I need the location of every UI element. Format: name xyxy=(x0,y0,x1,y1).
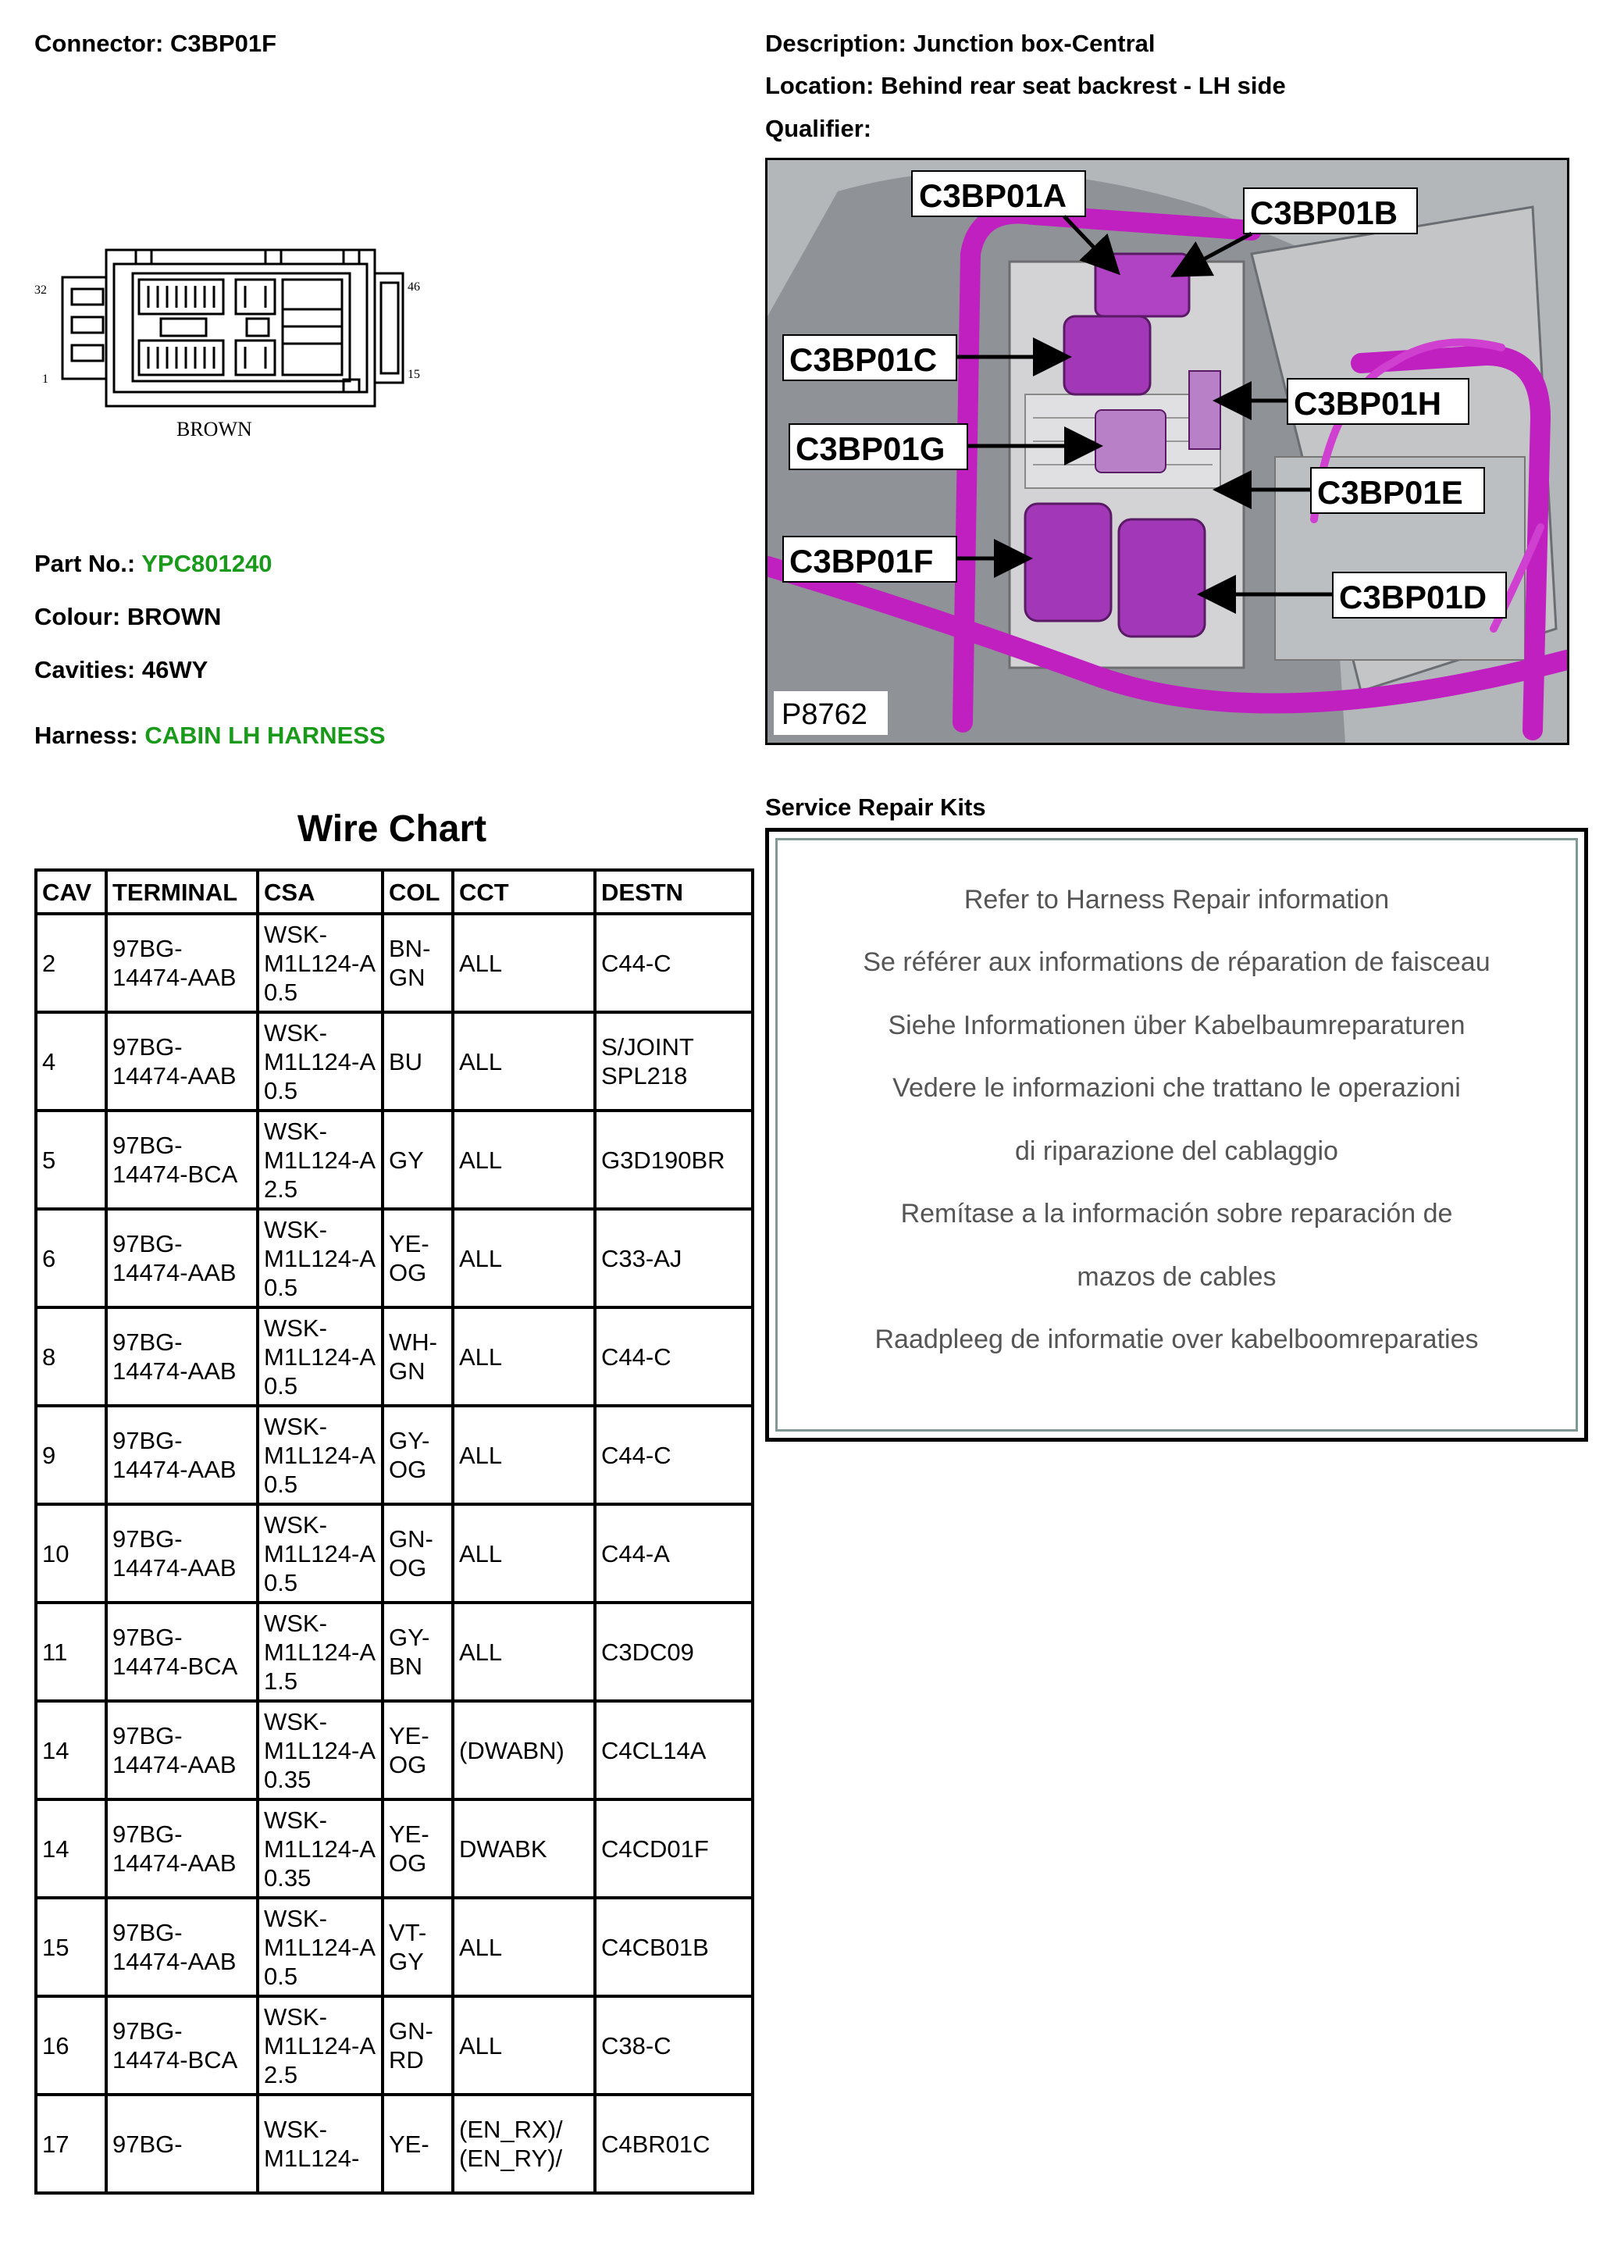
cell-destn-text: S/JOINT SPL218 xyxy=(601,1033,694,1089)
cell-csa-text: WSK-M1L124-A 2.5 xyxy=(264,1117,375,1203)
cell-cav-text: 8 xyxy=(42,1343,56,1371)
wire-chart-row xyxy=(36,1406,753,1504)
header-cct: CCT xyxy=(453,870,595,914)
cell-csa xyxy=(258,2095,383,2193)
cell-csa-text: WSK-M1L124- xyxy=(264,2116,360,2172)
cell-destn xyxy=(595,1898,753,1996)
cell-terminal xyxy=(106,1111,258,1209)
cell-destn-text: C4BR01C xyxy=(601,2130,710,2158)
cell-cct xyxy=(453,1406,595,1504)
connector-drawing xyxy=(31,242,437,453)
cell-terminal xyxy=(106,1996,258,2095)
wire-chart-title: Wire Chart xyxy=(297,808,487,850)
colour-value: BROWN xyxy=(126,603,222,630)
cell-cct-text: ALL xyxy=(459,1146,503,1174)
repair-line: Vedere le informazioni che trattano le operazioni xyxy=(892,1073,1461,1103)
cell-cct xyxy=(453,1996,595,2095)
cell-cct-text: ALL xyxy=(459,949,503,977)
cell-cav xyxy=(36,1209,106,1307)
cell-cct-text: ALL xyxy=(459,1539,503,1567)
repair-line: Siehe Informationen über Kabelbaumreparaturen xyxy=(888,1011,1466,1040)
cell-csa xyxy=(258,1406,383,1504)
cell-cav xyxy=(36,1111,106,1209)
cell-destn xyxy=(595,1111,753,1209)
callout-c3bp01b: C3BP01B xyxy=(1250,194,1398,231)
wire-chart-row xyxy=(36,1898,753,1996)
cell-destn xyxy=(595,1209,753,1307)
repair-line: di riparazione del cablaggio xyxy=(1015,1136,1338,1166)
wire-chart-row xyxy=(36,1111,753,1209)
cell-cav xyxy=(36,1603,106,1701)
location-value: Behind rear seat backrest - LH side xyxy=(881,72,1286,99)
cell-col xyxy=(383,1307,453,1406)
cell-cav xyxy=(36,1406,106,1504)
cell-csa-text: WSK-M1L124-A 0.5 xyxy=(264,1215,375,1301)
connector-label-row xyxy=(34,28,276,59)
cell-col-text: YE-OG xyxy=(389,1230,429,1286)
cell-cav xyxy=(36,1504,106,1603)
description-label: Description: xyxy=(765,30,906,57)
wire-chart-table xyxy=(34,868,754,2195)
wire-chart-row xyxy=(36,1209,753,1307)
cell-destn xyxy=(595,1701,753,1799)
cell-cav-text: 16 xyxy=(42,2031,69,2059)
wire-chart-row xyxy=(36,1701,753,1799)
cell-csa xyxy=(258,914,383,1012)
cell-cav xyxy=(36,914,106,1012)
callout-c3bp01e: C3BP01E xyxy=(1317,474,1463,511)
cell-cct xyxy=(453,1209,595,1307)
cell-csa xyxy=(258,1209,383,1307)
cell-col xyxy=(383,1111,453,1209)
cell-cct xyxy=(453,1701,595,1799)
cell-terminal-text: 97BG-14474-AAB xyxy=(112,1033,237,1089)
cell-cav xyxy=(36,1701,106,1799)
cell-cav xyxy=(36,1012,106,1111)
cell-col xyxy=(383,1701,453,1799)
cell-cav xyxy=(36,1307,106,1406)
cell-cav-text: 14 xyxy=(42,1736,69,1764)
pin-label-32: 32 xyxy=(34,284,47,297)
cell-destn xyxy=(595,1307,753,1406)
cavities-value: 46WY xyxy=(141,656,208,683)
cell-destn-text: C4CB01B xyxy=(601,1933,709,1961)
wire-chart-row xyxy=(36,914,753,1012)
cell-cav xyxy=(36,2095,106,2193)
cell-destn xyxy=(595,914,753,1012)
cell-col-text: BN-GN xyxy=(389,935,431,991)
cell-col xyxy=(383,1209,453,1307)
cell-destn-text: C38-C xyxy=(601,2031,671,2059)
wire-chart-row xyxy=(36,1603,753,1701)
header-csa: CSA xyxy=(258,870,383,914)
cell-cct-text: ALL xyxy=(459,1933,503,1961)
qualifier-label: Qualifier: xyxy=(765,115,872,142)
qualifier-row xyxy=(765,113,871,144)
cell-col-text: YE-OG xyxy=(389,1820,429,1877)
cell-csa xyxy=(258,1799,383,1898)
pin-label-1: 1 xyxy=(42,373,48,386)
repair-line: Remítase a la información sobre reparación de xyxy=(900,1199,1453,1228)
repair-line: mazos de cables xyxy=(1077,1262,1277,1292)
cell-csa-text: WSK-M1L124-A 1.5 xyxy=(264,1609,375,1695)
header-terminal: TERMINAL xyxy=(106,870,258,914)
cell-cav-text: 4 xyxy=(42,1047,56,1075)
harness-label: Harness: xyxy=(34,722,138,749)
cavities-row xyxy=(34,654,208,686)
repair-line: Raadpleeg de informatie over kabelboomreparaties xyxy=(874,1325,1479,1354)
cell-terminal xyxy=(106,1012,258,1111)
service-repair-kits-box xyxy=(765,828,1588,1442)
photo-code: P8762 xyxy=(782,698,867,731)
cell-cct xyxy=(453,1898,595,1996)
cell-col-text: GN-OG xyxy=(389,1525,433,1582)
cavities-label: Cavities: xyxy=(34,656,136,683)
cell-col-text: GY xyxy=(389,1146,424,1174)
cell-cav-text: 11 xyxy=(42,1638,68,1666)
cell-col xyxy=(383,1406,453,1504)
cell-csa-text: WSK-M1L124-A 0.35 xyxy=(264,1707,375,1793)
part-no-row xyxy=(34,548,272,579)
description-row xyxy=(765,28,1156,59)
connector-label: Connector: xyxy=(34,30,164,57)
wire-chart-row xyxy=(36,1996,753,2095)
cell-csa xyxy=(258,1701,383,1799)
cell-terminal-text: 97BG-14474-AAB xyxy=(112,1722,237,1778)
cell-destn xyxy=(595,2095,753,2193)
cell-cav xyxy=(36,1799,106,1898)
cell-destn-text: C44-C xyxy=(601,949,671,977)
cell-csa-text: WSK-M1L124-A 0.5 xyxy=(264,1412,375,1498)
cell-destn xyxy=(595,1406,753,1504)
cell-csa-text: WSK-M1L124-A 0.5 xyxy=(264,1904,375,1990)
cell-destn-text: C44-C xyxy=(601,1343,671,1371)
cell-cct xyxy=(453,2095,595,2193)
cell-cct xyxy=(453,1799,595,1898)
cell-terminal-text: 97BG-14474-AAB xyxy=(112,935,237,991)
callout-c3bp01d: C3BP01D xyxy=(1339,579,1487,615)
cell-cct xyxy=(453,914,595,1012)
cell-cav xyxy=(36,1898,106,1996)
cell-col xyxy=(383,1799,453,1898)
repair-line: Refer to Harness Repair information xyxy=(963,885,1390,915)
callout-c3bp01a: C3BP01A xyxy=(919,177,1067,214)
cell-cct-text: ALL xyxy=(459,1047,503,1075)
cell-col-text: GY-BN xyxy=(389,1624,430,1680)
cell-col-text: YE-OG xyxy=(389,1722,429,1778)
callout-c3bp01c: C3BP01C xyxy=(789,341,938,378)
cell-terminal-text: 97BG-14474-AAB xyxy=(112,1230,237,1286)
cell-cct xyxy=(453,1504,595,1603)
location-row xyxy=(765,70,1286,102)
cell-cav-text: 17 xyxy=(42,2130,69,2158)
cell-cct-text: ALL xyxy=(459,2031,503,2059)
cell-col xyxy=(383,914,453,1012)
cell-csa xyxy=(258,1504,383,1603)
cell-destn-text: C4CL14A xyxy=(601,1736,707,1764)
cell-destn xyxy=(595,1799,753,1898)
harness-row xyxy=(34,720,386,751)
colour-row xyxy=(34,601,221,633)
cell-csa-text: WSK-M1L124-A 0.5 xyxy=(264,1314,375,1400)
callout-c3bp01h: C3BP01H xyxy=(1294,385,1442,422)
part-no-label: Part No.: xyxy=(34,550,136,577)
wire-chart-header-row xyxy=(36,870,753,914)
header-col: COL xyxy=(383,870,453,914)
cell-terminal xyxy=(106,2095,258,2193)
drawing-colour-label: BROWN xyxy=(176,418,252,440)
cell-terminal xyxy=(106,1701,258,1799)
cell-cct-text: DWABK xyxy=(459,1835,547,1863)
locator-photo xyxy=(765,158,1569,745)
cell-cct xyxy=(453,1603,595,1701)
cell-col xyxy=(383,1504,453,1603)
cell-cct-text: (DWABN) xyxy=(459,1736,564,1764)
part-no-link[interactable]: YPC801240 xyxy=(141,550,272,577)
cell-csa-text: WSK-M1L124-A 0.5 xyxy=(264,1510,375,1596)
cell-terminal xyxy=(106,1799,258,1898)
cell-terminal-text: 97BG-14474-AAB xyxy=(112,1328,237,1385)
cell-cct-text: ALL xyxy=(459,1343,503,1371)
service-repair-kits-inner xyxy=(775,838,1578,1432)
cell-destn xyxy=(595,1012,753,1111)
header-cav: CAV xyxy=(36,870,106,914)
cell-cav xyxy=(36,1996,106,2095)
cell-col xyxy=(383,1012,453,1111)
callout-c3bp01f: C3BP01F xyxy=(789,543,934,579)
cell-destn-text: C44-C xyxy=(601,1441,671,1469)
cell-terminal-text: 97BG-14474-AAB xyxy=(112,1525,237,1582)
cell-col-text: GN-RD xyxy=(389,2017,433,2074)
cell-col-text: GY-OG xyxy=(389,1427,430,1483)
description-value: Junction box-Central xyxy=(913,30,1156,57)
cell-terminal-text: 97BG-14474-BCA xyxy=(112,1132,238,1188)
cell-csa xyxy=(258,1012,383,1111)
cell-destn-text: G3D190BR xyxy=(601,1146,725,1174)
cell-terminal xyxy=(106,1504,258,1603)
cell-col-text: WH-GN xyxy=(389,1328,437,1385)
cell-terminal-text: 97BG-14474-AAB xyxy=(112,1820,237,1877)
cell-csa xyxy=(258,1996,383,2095)
cell-cct-text: ALL xyxy=(459,1244,503,1272)
cell-terminal-text: 97BG-14474-AAB xyxy=(112,1427,237,1483)
cell-terminal-text: 97BG-14474-BCA xyxy=(112,1624,238,1680)
callout-c3bp01g: C3BP01G xyxy=(796,430,946,467)
cell-destn xyxy=(595,1504,753,1603)
wire-chart-row xyxy=(36,1799,753,1898)
cell-col xyxy=(383,1898,453,1996)
cell-csa-text: WSK-M1L124-A 0.5 xyxy=(264,920,375,1006)
pin-label-46: 46 xyxy=(408,280,420,294)
cell-csa xyxy=(258,1898,383,1996)
cell-csa-text: WSK-M1L124-A 0.5 xyxy=(264,1018,375,1104)
cell-col-text: BU xyxy=(389,1047,423,1075)
locator-photo-illustration xyxy=(767,160,1567,743)
cell-col-text: YE- xyxy=(389,2130,429,2158)
cell-cav-text: 6 xyxy=(42,1244,56,1272)
cell-csa xyxy=(258,1603,383,1701)
cell-terminal xyxy=(106,1603,258,1701)
cell-destn-text: C33-AJ xyxy=(601,1244,682,1272)
cell-terminal xyxy=(106,914,258,1012)
cell-destn-text: C3DC09 xyxy=(601,1638,694,1666)
cell-csa-text: WSK-M1L124-A 2.5 xyxy=(264,2002,375,2088)
cell-terminal xyxy=(106,1209,258,1307)
connector-value: C3BP01F xyxy=(169,30,277,57)
cell-cav-text: 2 xyxy=(42,949,56,977)
repair-line: Se référer aux informations de réparation de faisceau xyxy=(863,947,1490,977)
cell-destn xyxy=(595,1996,753,2095)
wire-chart-row xyxy=(36,1012,753,1111)
cell-terminal-text: 97BG- xyxy=(112,2130,183,2158)
wire-chart-row xyxy=(36,1504,753,1603)
wire-chart-row xyxy=(36,2095,753,2193)
service-repair-kits-heading: Service Repair Kits xyxy=(765,793,986,821)
cell-csa xyxy=(258,1111,383,1209)
cell-col-text: VT-GY xyxy=(389,1919,427,1975)
cell-csa-text: WSK-M1L124-A 0.35 xyxy=(264,1806,375,1892)
cell-cct xyxy=(453,1012,595,1111)
cell-terminal xyxy=(106,1406,258,1504)
colour-label: Colour: xyxy=(34,603,121,630)
cell-cct xyxy=(453,1307,595,1406)
cell-terminal-text: 97BG-14474-BCA xyxy=(112,2017,238,2074)
cell-cct-text: (EN_RX)/ (EN_RY)/ xyxy=(459,2116,563,2172)
cell-cav-text: 14 xyxy=(42,1835,69,1863)
cell-terminal xyxy=(106,1307,258,1406)
cell-csa xyxy=(258,1307,383,1406)
pin-label-15: 15 xyxy=(408,368,420,381)
cell-cav-text: 15 xyxy=(42,1933,69,1961)
cell-cct-text: ALL xyxy=(459,1441,503,1469)
cell-col xyxy=(383,2095,453,2193)
cell-cct-text: ALL xyxy=(459,1638,503,1666)
cell-destn-text: C44-A xyxy=(601,1539,670,1567)
cell-cav-text: 5 xyxy=(42,1146,56,1174)
cell-destn-text: C4CD01F xyxy=(601,1835,709,1863)
harness-link[interactable]: CABIN LH HARNESS xyxy=(144,722,386,749)
cell-col xyxy=(383,1603,453,1701)
cell-terminal xyxy=(106,1898,258,1996)
wire-chart-row xyxy=(36,1307,753,1406)
cell-col xyxy=(383,1996,453,2095)
cell-cav-text: 9 xyxy=(42,1441,56,1469)
cell-destn xyxy=(595,1603,753,1701)
cell-terminal-text: 97BG-14474-AAB xyxy=(112,1919,237,1975)
header-destn: DESTN xyxy=(595,870,753,914)
cell-cav-text: 10 xyxy=(42,1539,69,1567)
location-label: Location: xyxy=(765,72,874,99)
cell-cct xyxy=(453,1111,595,1209)
